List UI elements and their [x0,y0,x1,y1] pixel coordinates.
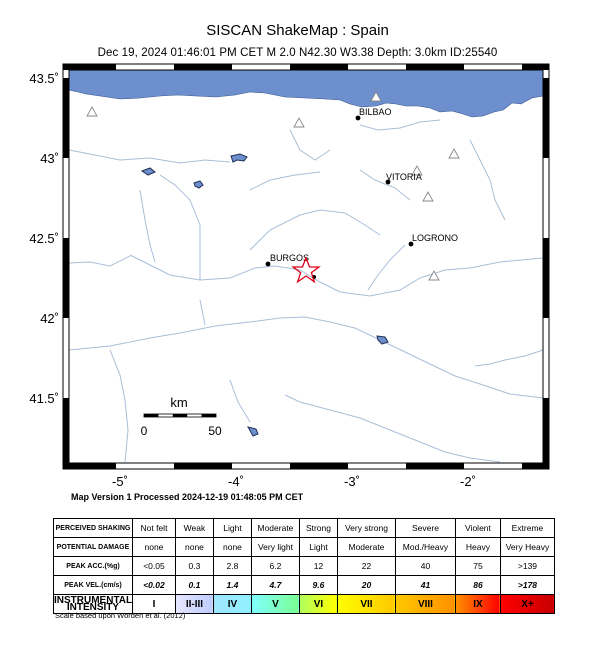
lon-label: -5˚ [112,474,128,489]
legend-cell: Very Heavy [500,538,554,557]
legend-cell: Light [299,538,337,557]
scale-segment [173,414,187,417]
legend-cell: Mod./Heavy [395,538,455,557]
legend-cell: Extreme [500,519,554,538]
legend-cell: >139 [500,557,554,576]
lat-label: 43˚ [40,151,59,166]
scale-credit: Scale based upon Worden et al. (2012) [55,611,186,620]
legend-cell: Very strong [337,519,395,538]
longitude-labels [112,474,476,489]
scale-segment [202,414,216,417]
legend-row-pga [54,557,555,576]
latitude-labels [29,71,59,406]
lon-label: -3˚ [344,474,360,489]
legend-cell: 12 [299,557,337,576]
legend-cell: <0.02 [132,576,175,595]
legend-row-pgv [54,576,555,595]
legend-row-shaking [54,519,555,538]
legend-cell: 1.4 [213,576,251,595]
lat-label: 42˚ [40,311,59,326]
legend-cell: 20 [337,576,395,595]
legend-row-label: PEAK VEL.(cm/s) [54,576,133,595]
intensity-cell: I [132,595,175,614]
legend-cell: 9.6 [299,576,337,595]
city-label: VITORIA [386,172,422,182]
lat-label: 42.5˚ [29,231,59,246]
city-label: BILBAO [359,107,392,117]
intensity-cell: X+ [500,595,554,614]
intensity-cell: IV [213,595,251,614]
legend-cell: Violent [455,519,500,538]
lat-label: 41.5˚ [29,391,59,406]
legend-cell: <0.05 [132,557,175,576]
event-subtitle: Dec 19, 2024 01:46:01 PM CET M 2.0 N42.30 W3.38 Depth: 3.0km ID:25540 [97,47,498,59]
legend-row-damage [54,538,555,557]
intensity-cell: II-III [175,595,213,614]
legend-cell: 0.1 [175,576,213,595]
scale-start-label: 0 [140,424,148,438]
legend-cell: 86 [455,576,500,595]
intensity-cell: VII [337,595,395,614]
legend-cell: Not felt [132,519,175,538]
legend-row-label: POTENTIAL DAMAGE [54,538,133,557]
intensity-cell: VIII [395,595,455,614]
legend-cell: Severe [395,519,455,538]
scale-end-label: 50 [208,424,222,438]
legend-cell: 40 [395,557,455,576]
scale-segment [144,414,158,417]
legend-cell: 4.7 [251,576,299,595]
legend-row-label: INSTRUMENTAL INTENSITY [54,595,133,613]
intensity-cell: V [251,595,299,614]
legend-cell: Weak [175,519,213,538]
legend-cell: none [213,538,251,557]
legend-cell: none [175,538,213,557]
legend-cell: Moderate [251,519,299,538]
legend-cell: 2.8 [213,557,251,576]
map-title: SISCAN ShakeMap : Spain [206,22,389,39]
legend-cell: Light [213,519,251,538]
legend-row-label: PERCEIVED SHAKING [54,519,133,538]
city-label: BURGOS [270,253,310,263]
legend-cell: Moderate [337,538,395,557]
lon-label: -2˚ [460,474,476,489]
intensity-legend-table [53,518,555,614]
lon-label: -4˚ [228,474,244,489]
intensity-cell: VI [299,595,337,614]
intensity-cell: IX [455,595,500,614]
legend-cell: Very light [251,538,299,557]
legend-cell: Heavy [455,538,500,557]
legend-cell: 22 [337,557,395,576]
legend-cell: 0.3 [175,557,213,576]
map-version-line: Map Version 1 Processed 2024-12-19 01:48:05 PM CET [71,492,304,502]
lat-label: 43.5˚ [29,71,59,86]
legend-cell: none [132,538,175,557]
legend-cell: 6.2 [251,557,299,576]
legend-cell: 75 [455,557,500,576]
legend-cell: >178 [500,576,554,595]
scale-unit: km [170,395,188,410]
legend-row-label: PEAK ACC.(%g) [54,557,133,576]
legend-cell: Strong [299,519,337,538]
city-label: LOGRONO [412,233,459,243]
legend-cell: 41 [395,576,455,595]
